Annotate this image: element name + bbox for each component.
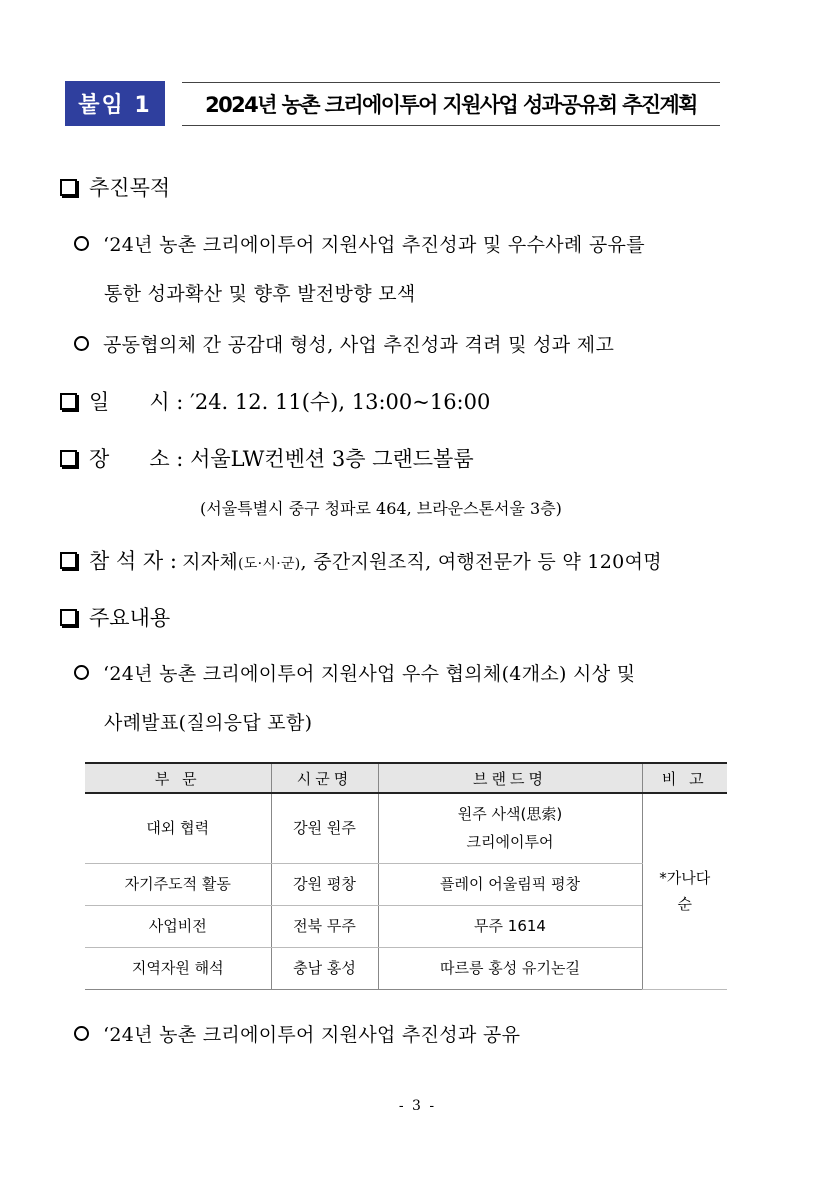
section-date (60, 386, 490, 416)
square-bullet-icon (60, 609, 77, 626)
page-number: - 3 - (398, 1098, 437, 1114)
brand-cell: 원주 사색(思索) 크리에이투어 (378, 793, 642, 863)
circle-bullet-icon (74, 665, 89, 680)
category-cell: 대외 협력 (85, 793, 271, 863)
purpose-bullet-1: ‘24년 농촌 크리에이투어 지원사업 추진성과 및 우수사례 공유를 (74, 230, 645, 257)
date-label: 일 시 : (89, 390, 184, 414)
attachment-badge (65, 81, 165, 126)
region-cell: 강원 평창 (271, 863, 378, 905)
circle-bullet-icon (74, 336, 89, 351)
purpose-bullet-2: 공동협의체 간 공감대 형성, 사업 추진성과 격려 및 성과 제고 (74, 330, 614, 357)
region-cell: 강원 원주 (271, 793, 378, 863)
document-title-box (182, 82, 720, 126)
brand-cell: 따르릉 홍성 유기논길 (378, 947, 642, 989)
section-purpose-heading: 추진목적 (60, 172, 170, 202)
venue-label: 장 소 : (89, 447, 184, 471)
section-venue (60, 443, 474, 473)
square-bullet-icon (60, 450, 77, 467)
attendees-label: 참 석 자 : (89, 549, 177, 573)
contents-bullet-2: ‘24년 농촌 크리에이투어 지원사업 추진성과 공유 (74, 1020, 520, 1047)
region-cell: 전북 무주 (271, 905, 378, 947)
circle-bullet-icon (74, 1026, 89, 1041)
brand-cell: 플레이 어울림픽 평창 (378, 863, 642, 905)
square-bullet-icon (60, 552, 77, 569)
table-row (85, 947, 727, 989)
awards-table (85, 762, 727, 990)
category-cell: 자기주도적 활동 (85, 863, 271, 905)
column-header-brand: 브랜드명 (378, 763, 642, 793)
brand-cell: 무주 1614 (378, 905, 642, 947)
square-bullet-icon (60, 179, 77, 196)
region-cell: 충남 홍성 (271, 947, 378, 989)
attendees-value: 지자체(도·시·군), 중간지원조직, 여행전문가 등 약 120여명 (182, 551, 662, 573)
circle-bullet-icon (74, 236, 89, 251)
venue-value: 서울LW컨벤션 3층 그랜드볼룸 (190, 447, 474, 471)
section-attendees (60, 545, 662, 575)
purpose-bullet-1-continued: 통한 성과확산 및 향후 발전방향 모색 (104, 283, 416, 305)
date-value: ′24. 12. 11(수), 13:00~16:00 (190, 390, 491, 414)
column-header-note: 비 고 (642, 763, 727, 793)
column-header-category: 부 문 (85, 763, 271, 793)
attachment-badge-label: 붙임 1 (78, 93, 152, 118)
table-row (85, 905, 727, 947)
table-row (85, 793, 727, 863)
document-title: 2024년 농촌 크리에이투어 지원사업 성과공유회 추진계획 (205, 93, 697, 117)
category-cell: 사업비전 (85, 905, 271, 947)
category-cell: 지역자원 해석 (85, 947, 271, 989)
table-row (85, 863, 727, 905)
section-contents-heading: 주요내용 (60, 602, 170, 632)
contents-bullet-1-continued: 사례발표(질의응답 포함) (104, 712, 313, 734)
table-header-row (85, 763, 727, 793)
contents-bullet-1: ‘24년 농촌 크리에이투어 지원사업 우수 협의체(4개소) 시상 및 (74, 659, 635, 686)
venue-address: (서울특별시 중구 청파로 464, 브라운스톤서울 3층) (200, 499, 562, 518)
note-cell: *가나다 순 (642, 793, 727, 989)
square-bullet-icon (60, 393, 77, 410)
column-header-region: 시군명 (271, 763, 378, 793)
